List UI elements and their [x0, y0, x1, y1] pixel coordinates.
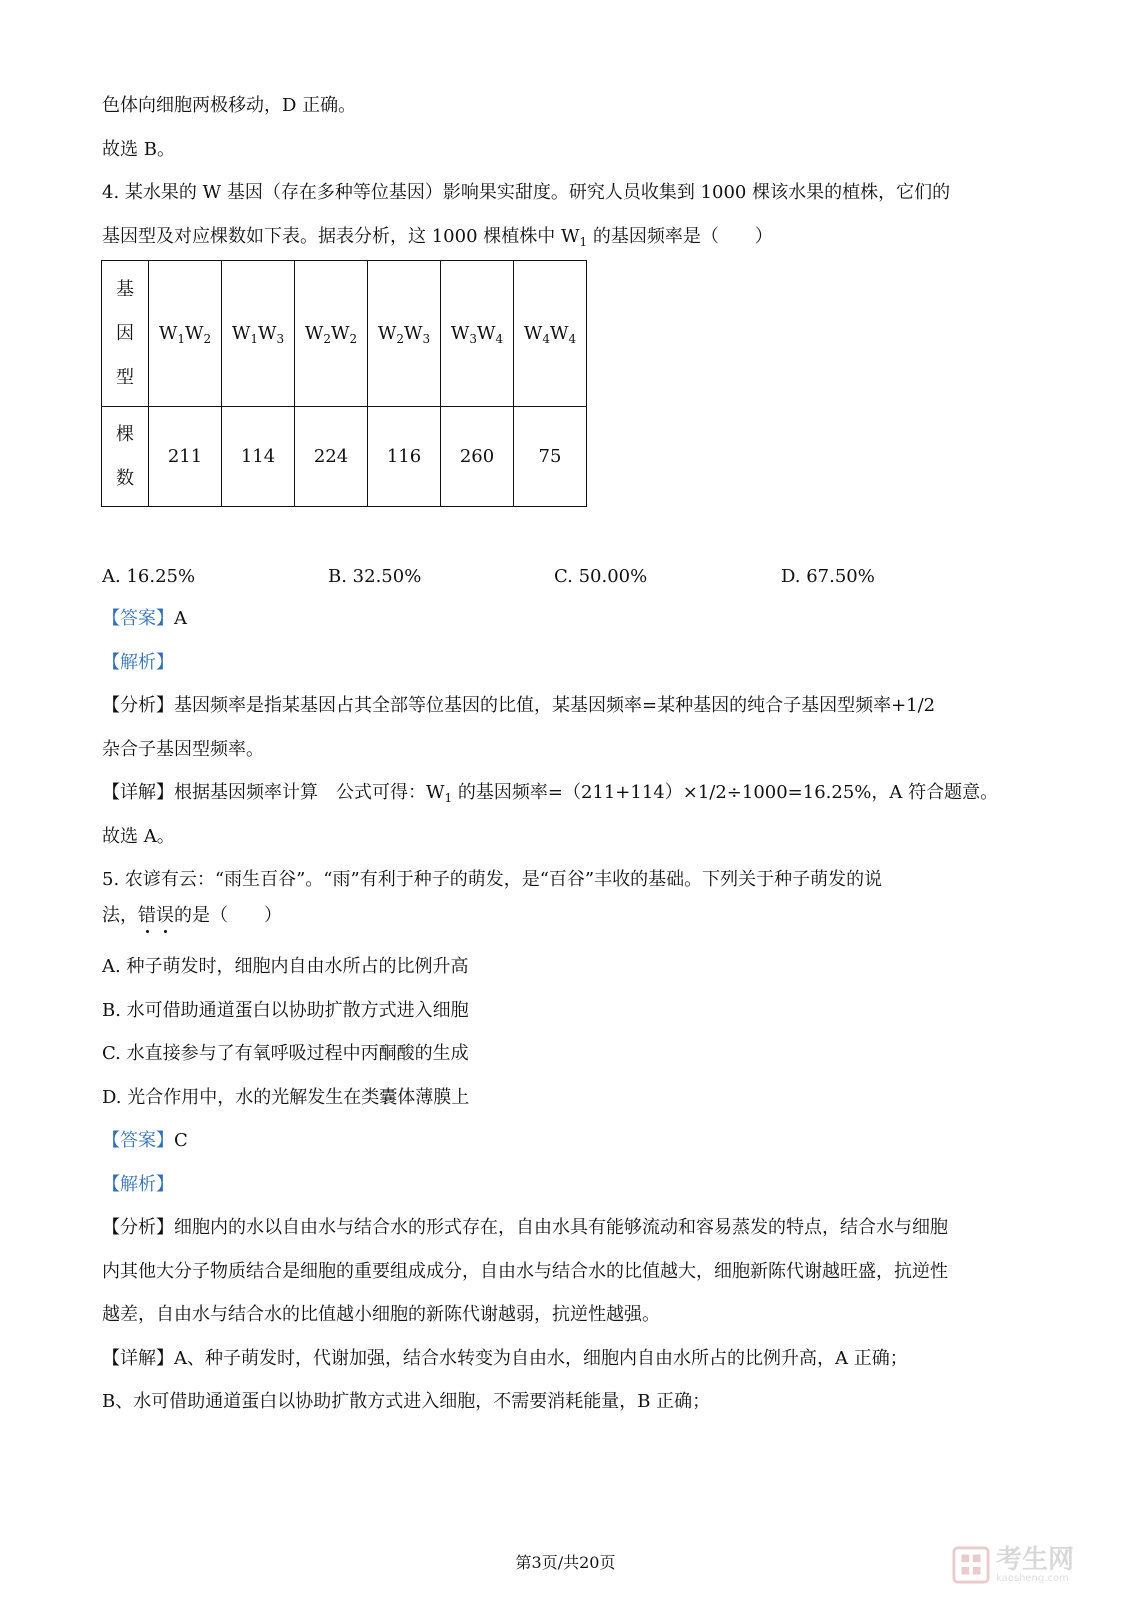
count-cell: 211: [149, 407, 222, 507]
genotype-cell: $W_1W_3$: [222, 261, 295, 407]
analysis-line: 内其他大分子物质结合是细胞的重要组成成分，自由水与结合水的比值越大，细胞新陈代谢越旺盛，抗逆性: [102, 1261, 948, 1282]
count-cell: 260: [441, 407, 514, 507]
count-cell: 116: [368, 407, 441, 507]
genotype-table: [101, 260, 587, 507]
watermark-sub: kaosheng.com: [996, 1573, 1069, 1584]
question-5-stem-cont: 法，错误的是（ ）: [102, 905, 282, 926]
analysis-line: 【分析】基因频率是指某基因占其全部等位基因的比值，某基因频率=某种基因的纯合子基因型频率+1/2: [102, 695, 936, 716]
option-c: C. 水直接参与了有氧呼吸过程中丙酮酸的生成: [102, 1043, 469, 1064]
option-b: B. 32.50%: [328, 566, 422, 587]
detail-line: B、水可借助通道蛋白以协助扩散方式进入细胞，不需要消耗能量，B 正确；: [102, 1391, 711, 1412]
question-4-stem-cont: 基因型及对应棵数如下表。据表分析，这 1000 棵植株中 $W_1$ 的基因频率是（ ）: [102, 226, 773, 249]
page-number: 第3页/共20页: [515, 1553, 616, 1572]
genotype-cell: $W_4W_4$: [514, 261, 587, 407]
option-a: A. 种子萌发时，细胞内自由水所占的比例升高: [102, 956, 469, 977]
genotype-cell: $W_2W_2$: [295, 261, 368, 407]
jiexi-heading: 【解析】: [102, 1174, 174, 1195]
analysis-line: 越差，自由水与结合水的比值越小细胞的新陈代谢越弱，抗逆性越强。: [102, 1304, 660, 1325]
detail-line: 【详解】根据基因频率计算 公式可得：$W_1$ 的基因频率=（211+114）×1/2÷1000=16.25%，A 符合题意。: [102, 782, 999, 805]
count-cell: 224: [295, 407, 368, 507]
row-header-count: 棵数: [116, 423, 134, 489]
emphasis-char: 错: [138, 905, 156, 926]
option-c: C. 50.00%: [554, 566, 648, 587]
genotype-cell: $W_2W_3$: [368, 261, 441, 407]
detail-line: 【详解】A、种子萌发时，代谢加强，结合水转变为自由水，细胞内自由水所占的比例升高，A 正确；: [102, 1348, 908, 1369]
question-5-stem: 5. 农谚有云：“雨生百谷”。“雨”有利于种子的萌发，是“百谷”丰收的基础。下列关于种子萌发的说: [102, 869, 883, 890]
genotype-cell: $W_1W_2$: [149, 261, 222, 407]
analysis-line: 【分析】细胞内的水以自由水与结合水的形式存在，自由水具有能够流动和容易蒸发的特点，结合水与细胞: [102, 1217, 948, 1238]
text-line: 色体向细胞两极移动，D 正确。: [102, 95, 357, 116]
conclusion-line: 故选 A。: [102, 826, 175, 847]
count-cell: 75: [514, 407, 587, 507]
row-header-genotype: 基因型: [116, 278, 134, 388]
answer-line: 【答案】A: [102, 608, 187, 629]
watermark: [952, 1546, 1074, 1584]
watermark-logo-icon: [952, 1546, 990, 1584]
question-4-stem: 4. 某水果的 W 基因（存在多种等位基因）影响果实甜度。研究人员收集到 1000 棵该水果的植株，它们的: [102, 182, 951, 203]
answer-line: 【答案】C: [102, 1130, 188, 1151]
option-d: D. 光合作用中，水的光解发生在类囊体薄膜上: [102, 1087, 470, 1108]
text-line: 故选 B。: [102, 139, 175, 160]
count-cell: 114: [222, 407, 295, 507]
option-a: A. 16.25%: [102, 566, 196, 587]
watermark-text: 考生网: [996, 1545, 1075, 1575]
genotype-cell: $W_3W_4$: [441, 261, 514, 407]
analysis-line: 杂合子基因型频率。: [102, 739, 264, 760]
emphasis-char: 误: [156, 905, 174, 926]
option-b: B. 水可借助通道蛋白以协助扩散方式进入细胞: [102, 1000, 469, 1021]
option-d: D. 67.50%: [781, 566, 875, 587]
jiexi-heading: 【解析】: [102, 652, 174, 673]
